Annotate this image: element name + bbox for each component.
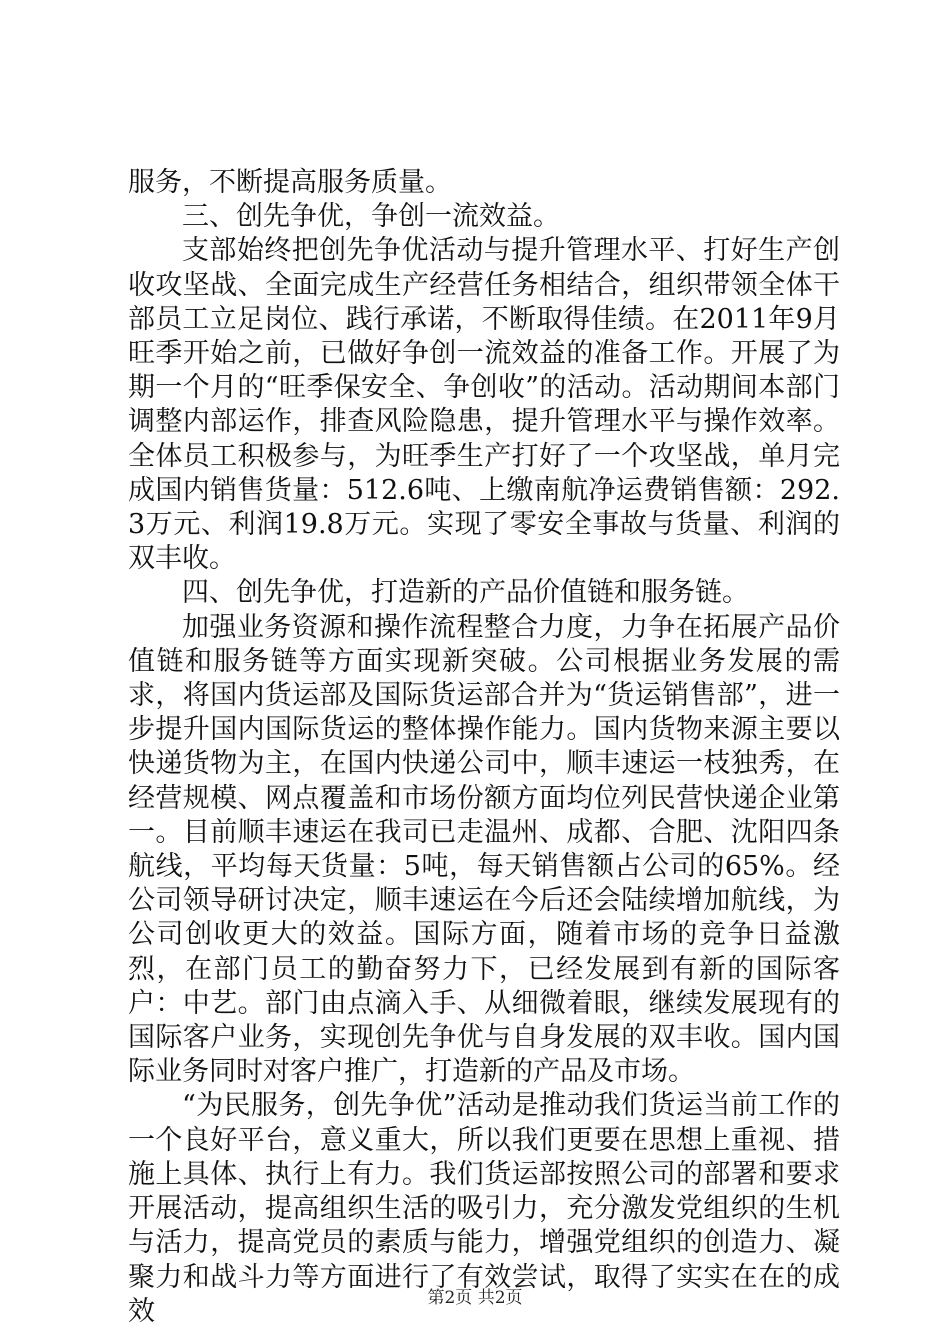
paragraph-efficiency: 支部始终把创先争优活动与提升管理水平、打好生产创收攻坚战、全面完成生产经营任务相结合，组织带领全体干部员工立足岗位、践行承诺，不断取得佳绩。在2011年9月旺季开始之前，已做好争创一流效益的准备工作。开展了为期一个月的“旺季保安全、争创收”的活动。活动期间本部门调整内部运作，排查风险隐患，提升管理水平与操作效率。全体员工积极参与，为旺季生产打好了一个攻坚战，单月完成国内销售货量：512.6吨、上缴南航净运费销售额：292.3万元、利润19.8万元。实现了零安全事故与货量、利润的双丰收。	[128, 235, 840, 575]
section-heading-four: 四、创先争优，打造新的产品价值链和服务链。	[182, 577, 749, 609]
paragraph-continuation: 服务，不断提高服务质量。	[128, 167, 452, 198]
document-body	[128, 166, 840, 1329]
section-heading-three: 三、创先争优，争创一流效益。	[182, 201, 560, 233]
paragraph-value-chain: 加强业务资源和操作流程整合力度，力争在拓展产品价值链和服务链等方面实现新突破。公司根据业务发展的需求，将国内货运部及国际货运部合并为“货运销售部”，进一步提升国内国际货运的整体操作能力。国内货物来源主要以快递货物为主，在国内快递公司中，顺丰速运一枝独秀，在经营规模、网点覆盖和市场份额方面均位列民营快递企业第一。目前顺丰速运在我司已走温州、成都、合肥、沈阳四条航线，平均每天货量：5吨，每天销售额占公司的65%。经公司领导研讨决定，顺丰速运在今后还会陆续增加航线，为公司创收更大的效益。国际方面，随着市场的竞争日益激烈，在部门员工的勤奋努力下，已经发展到有新的国际客户：中艺。部门由点滴入手、从细微着眼，继续发展现有的国际客户业务，实现创先争优与自身发展的双丰收。国内国际业务同时对客户推广，打造新的产品及市场。	[128, 611, 840, 1088]
paragraph-conclusion: “为民服务，创先争优”活动是推动我们货运当前工作的一个良好平台，意义重大，所以我们更要在思想上重视、措施上具体、执行上有力。我们货运部按照公司的部署和要求开展活动，提高组织生活的吸引力，充分激发党组织的生机与活力，提高党员的素质与能力，增强党组织的创造力、凝聚力和战斗力等方面进行了有效尝试，取得了实实在在的成效	[128, 1090, 840, 1327]
page-number-footer: 第2页 共2页	[427, 1288, 523, 1308]
